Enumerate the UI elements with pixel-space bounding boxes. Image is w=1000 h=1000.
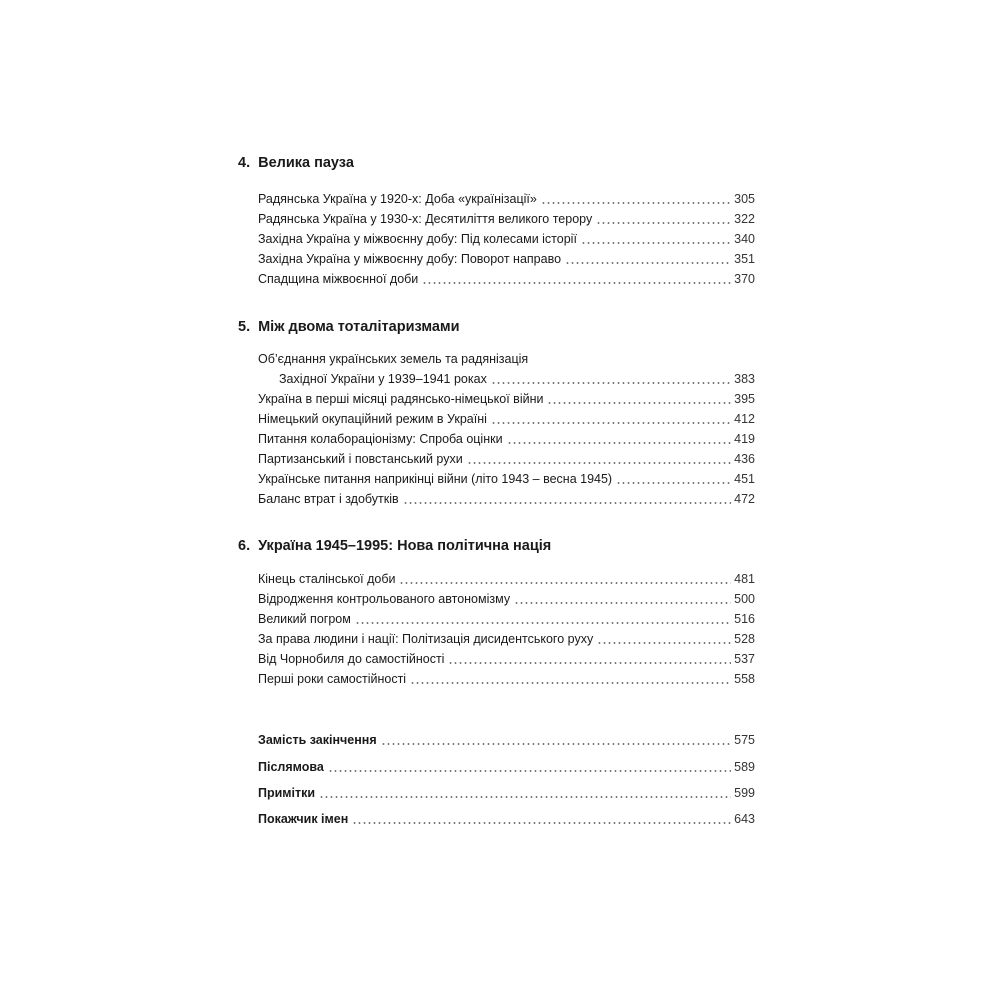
dot-leader: [399, 582, 731, 584]
dot-leader: [328, 770, 731, 772]
toc-entry[interactable]: [258, 251, 755, 267]
dot-leader: [422, 282, 731, 284]
chapter-number: 6.: [238, 538, 251, 554]
entry-label: Західна Україна у міжвоєнну добу: Під колесами історії: [258, 232, 577, 246]
dot-leader: [381, 743, 732, 745]
dot-leader: [507, 442, 732, 444]
dot-leader: [491, 382, 731, 384]
dot-leader: [597, 642, 731, 644]
entry-label: Відродження контрольованого автономізму: [258, 592, 511, 606]
page-number: 481: [734, 572, 755, 586]
toc-entry-back-matter[interactable]: [258, 732, 755, 748]
toc-entry[interactable]: [258, 571, 755, 587]
page-number: 528: [734, 632, 755, 646]
toc-entry[interactable]: [258, 231, 755, 247]
entry-label: Примітки: [258, 786, 316, 800]
toc-entry[interactable]: [258, 431, 755, 447]
page-number: 451: [734, 472, 755, 486]
page-number: 370: [734, 272, 755, 286]
page-number: 340: [734, 232, 755, 246]
toc-entry[interactable]: [258, 671, 755, 687]
chapter-title: Велика пауза: [258, 155, 354, 171]
entry-label: Питання колабораціонізму: Спроба оцінки: [258, 432, 503, 446]
toc-entry[interactable]: [258, 411, 755, 427]
toc-entry[interactable]: [258, 191, 755, 207]
page-number: 383: [734, 372, 755, 386]
entry-label-first-line: Об’єднання українських земель та радянізація: [258, 352, 529, 366]
entry-label: Перші роки самостійності: [258, 672, 407, 686]
toc-entry[interactable]: [258, 211, 755, 227]
entry-label: Післямова: [258, 760, 324, 774]
entry-label: Від Чорнобиля до самостійності: [258, 652, 445, 666]
entry-label: Великий погром: [258, 612, 351, 626]
dot-leader: [581, 242, 731, 244]
page-number: 643: [734, 812, 755, 826]
dot-leader: [616, 482, 731, 484]
dot-leader: [467, 462, 731, 464]
chapter-title: Україна 1945–1995: Нова політична нація: [258, 538, 552, 554]
entry-label: Кінець сталінської доби: [258, 572, 396, 586]
toc-entry[interactable]: [258, 451, 755, 467]
dot-leader: [565, 262, 731, 264]
entry-label: Німецький окупаційний режим в Україні: [258, 412, 487, 426]
page-number: 500: [734, 592, 755, 606]
page-number: 599: [734, 786, 755, 800]
entry-label: Замість закінчення: [258, 733, 377, 747]
toc-entry[interactable]: [258, 491, 755, 507]
dot-leader: [448, 662, 731, 664]
dot-leader: [541, 202, 731, 204]
page-number: 472: [734, 492, 755, 506]
page-number: 436: [734, 452, 755, 466]
dot-leader: [596, 222, 731, 224]
toc-entry[interactable]: [258, 371, 755, 387]
entry-label: Українське питання наприкінці війни (літо 1943 – весна 1945): [258, 472, 613, 486]
toc-entry[interactable]: [258, 391, 755, 407]
page-number: 351: [734, 252, 755, 266]
page-number: 537: [734, 652, 755, 666]
entry-label: Радянська Україна у 1920-х: Доба «українізації»: [258, 192, 537, 206]
chapter-5-heading: [238, 318, 460, 336]
toc-entry[interactable]: [258, 591, 755, 607]
dot-leader: [352, 822, 731, 824]
dot-leader: [514, 602, 731, 604]
entry-label: Радянська Україна у 1930-х: Десятиліття великого терору: [258, 212, 593, 226]
chapter-title: Між двома тоталітаризмами: [258, 319, 460, 335]
entry-label: За права людини і нації: Політизація дисидентського руху: [258, 632, 594, 646]
page-number: 305: [734, 192, 755, 206]
toc-entry-back-matter[interactable]: [258, 759, 755, 775]
toc-entry[interactable]: [258, 271, 755, 287]
entry-label: Покажчик імен: [258, 812, 349, 826]
chapter-6-heading: [238, 537, 551, 555]
entry-label: Західна Україна у міжвоєнну добу: Поворот направо: [258, 252, 562, 266]
dot-leader: [355, 622, 731, 624]
toc-entry[interactable]: [258, 631, 755, 647]
toc-entry[interactable]: [258, 651, 755, 667]
entry-label: Спадщина міжвоєнної доби: [258, 272, 419, 286]
chapter-number: 4.: [238, 155, 251, 171]
toc-entry-back-matter[interactable]: [258, 811, 755, 827]
dot-leader: [319, 796, 731, 798]
page-number: 419: [734, 432, 755, 446]
dot-leader: [547, 402, 731, 404]
entry-label: Баланс втрат і здобутків: [258, 492, 399, 506]
page-number: 322: [734, 212, 755, 226]
dot-leader: [403, 502, 731, 504]
toc-entry[interactable]: [258, 471, 755, 487]
page-number: 516: [734, 612, 755, 626]
chapter-4-heading: [238, 154, 354, 172]
page-number: 395: [734, 392, 755, 406]
toc-entry-back-matter[interactable]: [258, 785, 755, 801]
entry-label: Західної України у 1939–1941 роках: [279, 372, 487, 386]
entry-label: Партизанський і повстанський рухи: [258, 452, 463, 466]
page-number: 558: [734, 672, 755, 686]
toc-entry[interactable]: [258, 611, 755, 627]
page-number: 575: [734, 733, 755, 747]
entry-label: Україна в перші місяці радянсько-німецької війни: [258, 392, 544, 406]
page-number: 589: [734, 760, 755, 774]
chapter-number: 5.: [238, 319, 251, 335]
page-number: 412: [734, 412, 755, 426]
dot-leader: [410, 682, 731, 684]
dot-leader: [491, 422, 731, 424]
